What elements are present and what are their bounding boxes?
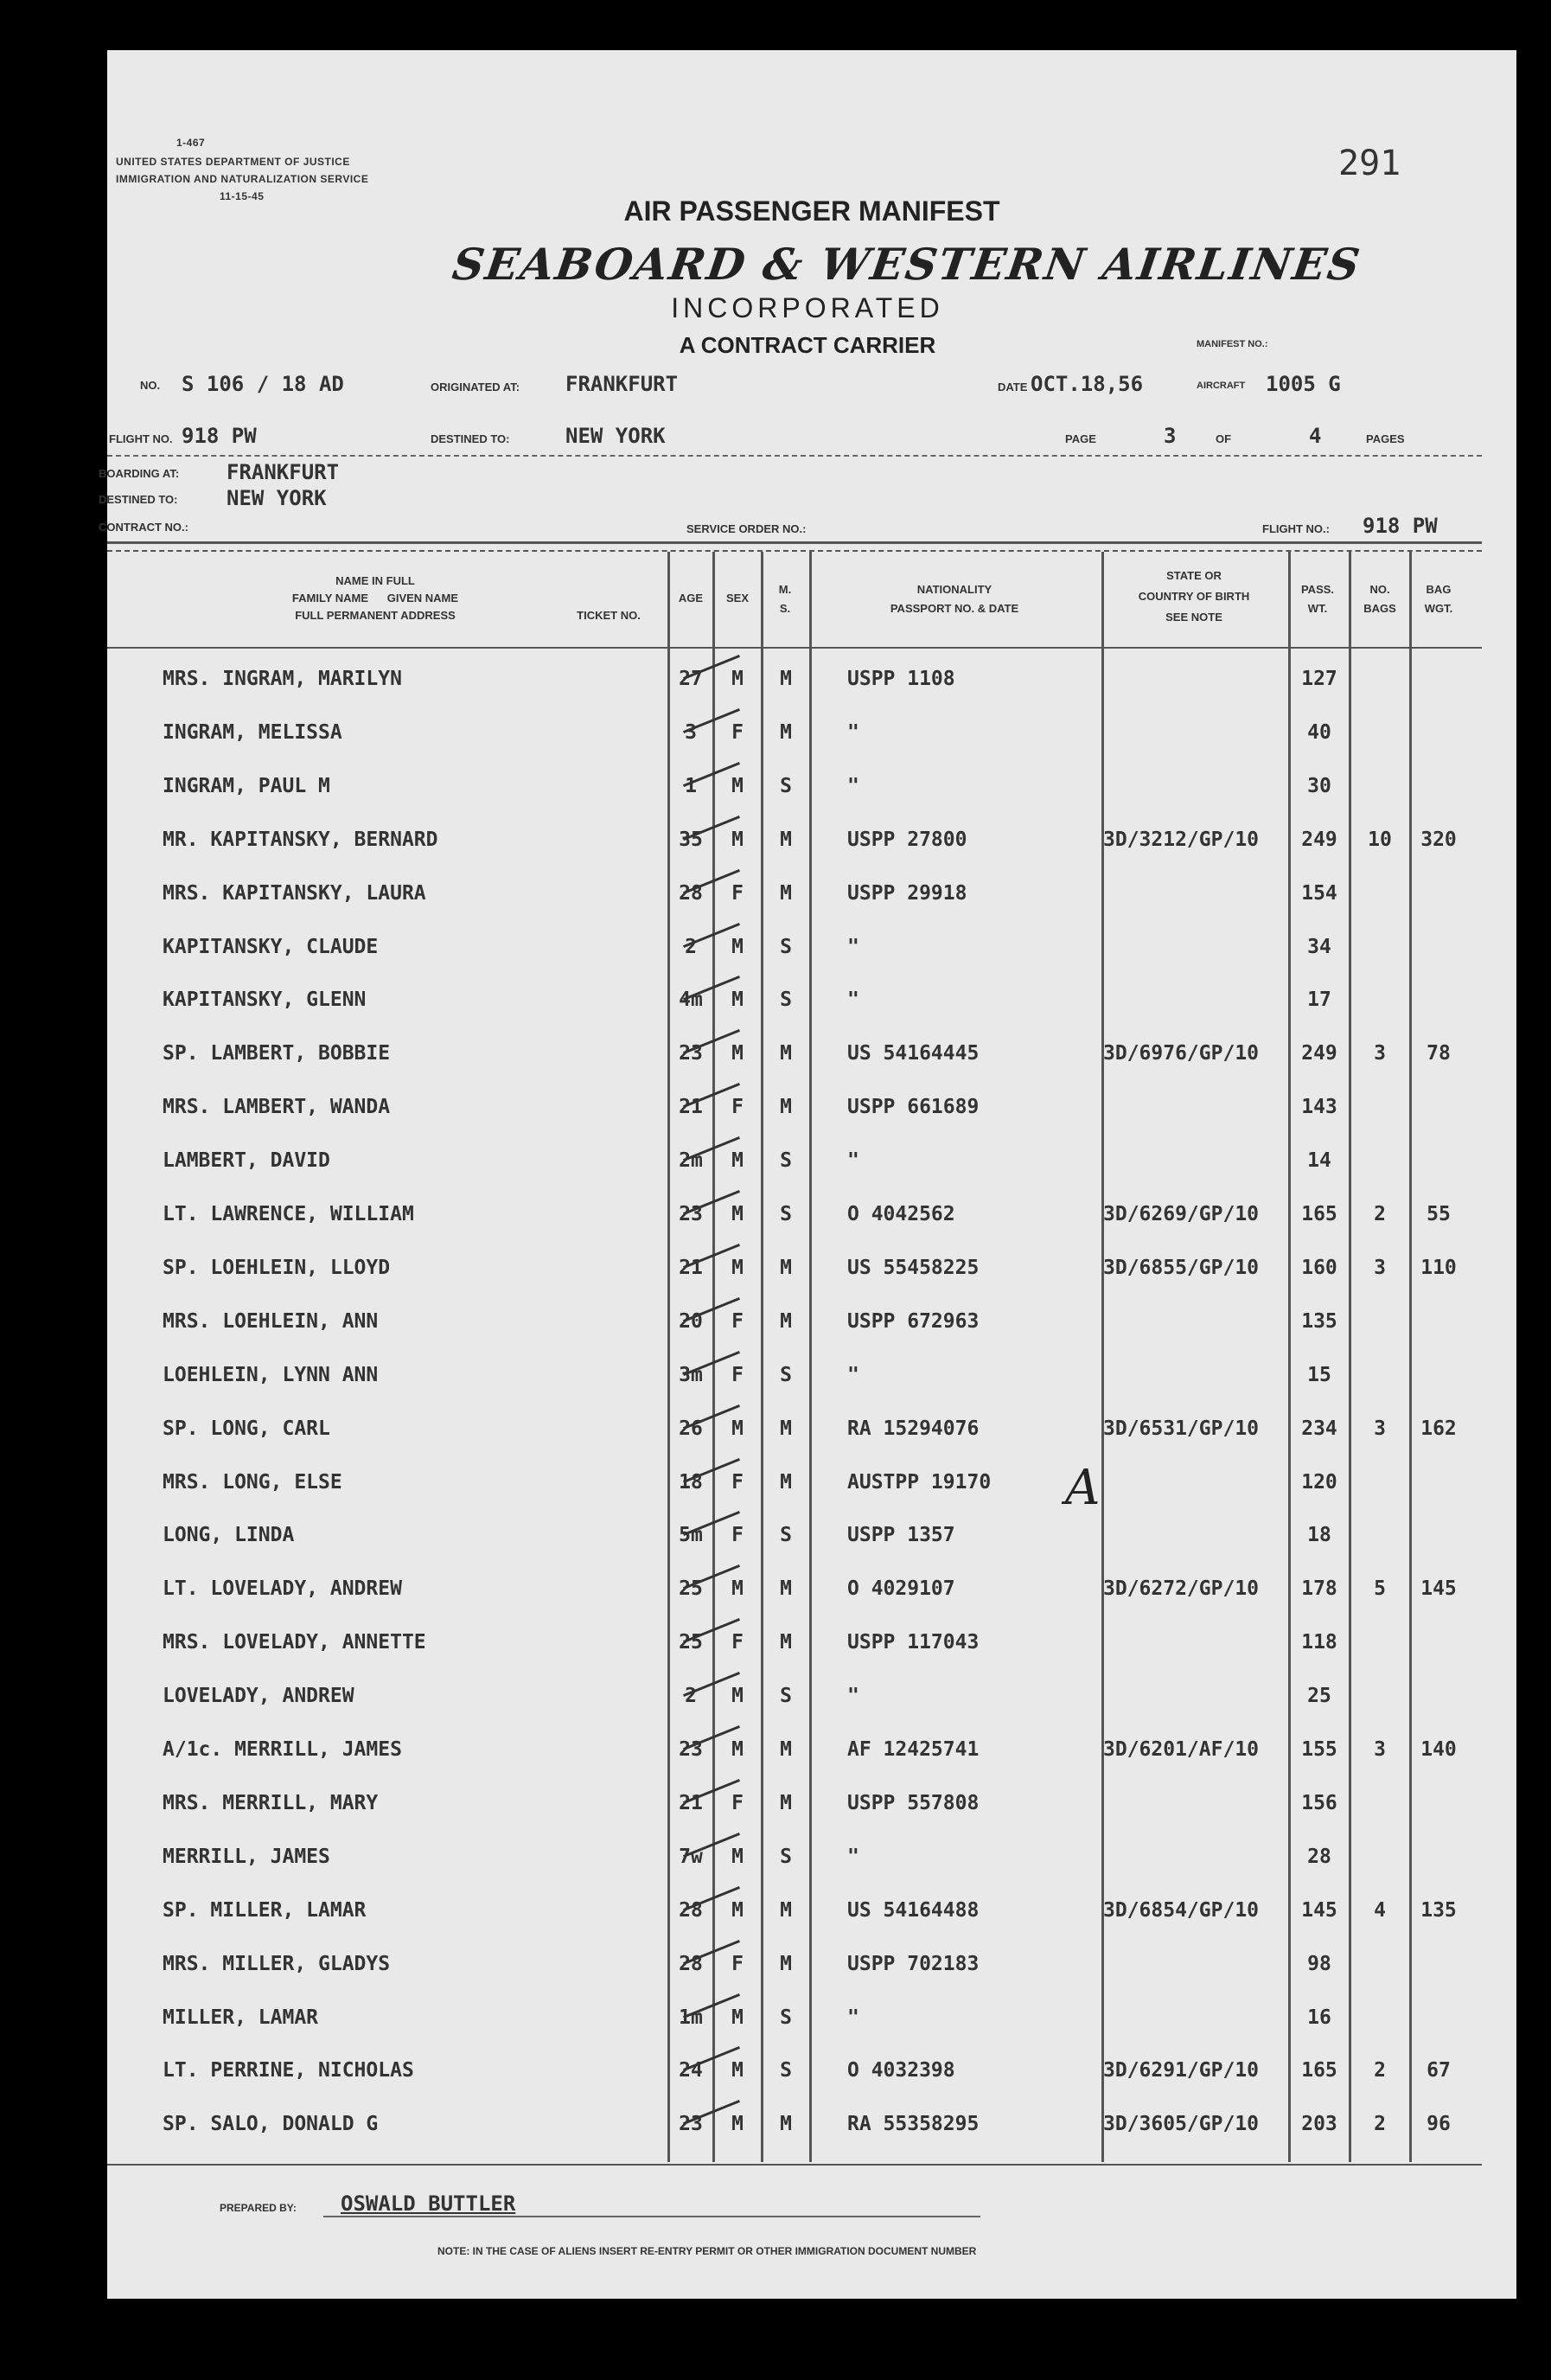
cell-passport: " <box>847 988 859 1012</box>
col-birth-line1: STATE OR <box>1166 569 1222 582</box>
cell-age: 2 <box>685 935 697 958</box>
manifest-no-label: MANIFEST NO.: <box>1197 339 1268 349</box>
table-row <box>107 877 1482 912</box>
table-row <box>107 1305 1482 1340</box>
table-row <box>107 1840 1482 1875</box>
cell-wt: 249 <box>1301 1042 1337 1065</box>
footer-note: NOTE: IN THE CASE OF ALIENS INSERT RE-ENTRY PERMIT OR OTHER IMMIGRATION DOCUMENT NUMBER <box>437 2245 977 2257</box>
cell-bagwt: 67 <box>1427 2059 1451 2082</box>
cell-wt: 15 <box>1307 1363 1331 1386</box>
cell-sex: F <box>731 1631 744 1654</box>
cell-passport: " <box>847 1845 859 1868</box>
cell-age: 25 <box>679 1577 703 1601</box>
cell-bags: 3 <box>1374 1042 1386 1065</box>
cell-wt: 165 <box>1301 1203 1337 1225</box>
prepared-by-value: OSWALD BUTTLER <box>341 2191 516 2216</box>
cell-ms: S <box>780 2059 792 2082</box>
aircraft-label: AIRCRAFT <box>1197 381 1246 391</box>
col-pass-wt-line1: PASS. <box>1300 583 1335 596</box>
table-row <box>107 1037 1482 1072</box>
cell-sex: M <box>731 668 744 690</box>
cell-ms: M <box>780 1256 792 1279</box>
cell-wt: 98 <box>1307 1952 1331 1975</box>
cell-ms: M <box>780 2113 792 2136</box>
cell-name: LONG, LINDA <box>163 1524 295 1547</box>
cell-bags: 3 <box>1374 1256 1386 1279</box>
cell-sex: M <box>731 1042 744 1065</box>
manifest-sheet <box>99 50 1516 2299</box>
cell-name: MRS. LOEHLEIN, ANN <box>163 1309 379 1333</box>
cell-bagwt: 96 <box>1427 2113 1451 2136</box>
cell-ms: M <box>780 1042 792 1065</box>
manifest-title: AIR PASSENGER MANIFEST <box>623 195 1000 227</box>
page-label: PAGE <box>1065 432 1096 445</box>
cell-age: 7w <box>679 1845 703 1868</box>
boarding-value: FRANKFURT <box>227 460 340 484</box>
cell-bagwt: 162 <box>1420 1417 1457 1440</box>
table-row <box>107 1733 1482 1768</box>
cell-age: 20 <box>679 1309 703 1333</box>
cell-birth: 3D/3605/GP/10 <box>1103 2113 1260 2136</box>
col-ticket: TICKET NO. <box>577 609 641 622</box>
cell-name: MRS. LONG, ELSE <box>163 1470 342 1494</box>
table-row <box>107 662 1482 697</box>
cell-age: 1 <box>685 774 697 797</box>
cell-passport: US 54164445 <box>847 1042 980 1065</box>
cell-bags: 10 <box>1368 828 1392 851</box>
cell-sex: F <box>731 1952 744 1975</box>
col-bags-line1: NO. <box>1369 583 1390 596</box>
cell-passport: US 55458225 <box>847 1256 980 1279</box>
col-bag-wgt-line1: BAG <box>1426 583 1452 596</box>
boarding-label: BOARDING AT: <box>99 467 180 480</box>
cell-wt: 28 <box>1307 1845 1331 1868</box>
cell-wt: 160 <box>1301 1256 1337 1279</box>
table-row <box>107 1572 1482 1607</box>
cell-wt: 145 <box>1301 1898 1337 1922</box>
cell-passport: O 4032398 <box>847 2059 955 2082</box>
cell-name: MILLER, LAMAR <box>163 2006 319 2029</box>
cell-wt: 203 <box>1301 2113 1337 2136</box>
table-row <box>107 1787 1482 1821</box>
cell-sex: M <box>731 774 744 797</box>
cell-name: KAPITANSKY, CLAUDE <box>163 935 379 958</box>
handwritten-mark: A <box>1065 1460 1101 1516</box>
cell-age: 21 <box>679 1096 703 1119</box>
cell-ms: M <box>780 1952 792 1975</box>
cell-age: 2 <box>685 1685 697 1708</box>
cell-name: LOEHLEIN, LYNN ANN <box>163 1363 379 1386</box>
cell-ms: M <box>780 1470 792 1494</box>
no-value: S 106 / 18 AD <box>182 372 344 396</box>
cell-sex: F <box>731 720 744 744</box>
cell-wt: 127 <box>1301 668 1337 690</box>
cell-age: 23 <box>679 1203 703 1225</box>
table-row <box>107 1626 1482 1660</box>
col-bag-wgt-line2: WGT. <box>1424 602 1453 615</box>
cell-ms: S <box>780 1149 792 1173</box>
cell-birth: 3D/6855/GP/10 <box>1103 1256 1260 1279</box>
cell-sex: F <box>731 1309 744 1333</box>
cell-wt: 25 <box>1307 1685 1331 1708</box>
cell-bagwt: 145 <box>1420 1577 1457 1601</box>
destined-label: DESTINED TO: <box>431 432 510 445</box>
cell-sex: M <box>731 1203 744 1225</box>
originated-label: ORIGINATED AT: <box>431 381 520 393</box>
cell-wt: 30 <box>1307 774 1331 797</box>
cell-birth: 3D/6291/GP/10 <box>1103 2059 1260 2082</box>
col-sex: SEX <box>725 592 749 605</box>
cell-birth: 3D/3212/GP/10 <box>1103 828 1260 851</box>
cell-sex: M <box>731 828 744 851</box>
cell-wt: 34 <box>1307 935 1331 958</box>
cell-passport: O 4029107 <box>847 1577 955 1601</box>
table-row <box>107 1948 1482 1982</box>
cell-passport: USPP 1357 <box>847 1524 955 1547</box>
cell-birth: 3D/6272/GP/10 <box>1103 1577 1260 1601</box>
originated-value: FRANKFURT <box>565 372 679 396</box>
destined-value: NEW YORK <box>565 424 666 448</box>
col-pass-wt-line2: WT. <box>1307 602 1328 615</box>
cell-bags: 5 <box>1374 1577 1386 1601</box>
cell-sex: F <box>731 1524 744 1547</box>
cell-bags: 2 <box>1374 1203 1386 1225</box>
table-row <box>107 2001 1482 2036</box>
table-row <box>107 983 1482 1018</box>
cell-ms: S <box>780 988 792 1012</box>
page-value: 3 <box>1164 424 1177 448</box>
cell-wt: 178 <box>1301 1577 1337 1601</box>
form-number: 1-467 <box>176 137 206 149</box>
cell-bags: 3 <box>1374 1738 1386 1761</box>
cell-bagwt: 55 <box>1427 1203 1451 1225</box>
airline-name: SEABOARD & WESTERN AIRLINES <box>449 239 1365 290</box>
table-row <box>107 2108 1482 2142</box>
cell-passport: " <box>847 1363 859 1386</box>
cell-name: SP. MILLER, LAMAR <box>163 1898 367 1922</box>
page-stamp-number: 291 <box>1338 144 1401 183</box>
cell-name: A/1c. MERRILL, JAMES <box>163 1738 402 1761</box>
cell-name: LT. PERRINE, NICHOLAS <box>163 2059 414 2082</box>
cell-name: INGRAM, MELISSA <box>163 720 342 744</box>
cell-age: 23 <box>679 1042 703 1065</box>
cell-bagwt: 135 <box>1420 1898 1457 1922</box>
cell-sex: F <box>731 1791 744 1814</box>
cell-age: 24 <box>679 2059 703 2082</box>
cell-passport: USPP 1108 <box>847 668 955 690</box>
cell-ms: S <box>780 1363 792 1386</box>
cell-name: SP. LONG, CARL <box>163 1417 330 1440</box>
cell-sex: M <box>731 1685 744 1708</box>
cell-wt: 249 <box>1301 828 1337 851</box>
cell-passport: " <box>847 1149 859 1173</box>
col-ms-line2: S. <box>779 602 791 615</box>
cell-age: 5m <box>679 1524 703 1547</box>
table-bottom-line <box>107 2164 1482 2166</box>
col-name-line3: FULL PERMANENT ADDRESS <box>295 609 456 622</box>
destined2-label: DESTINED TO: <box>99 493 178 506</box>
flight-no2-label: FLIGHT NO.: <box>1262 522 1330 535</box>
destined2-value: NEW YORK <box>227 486 327 510</box>
cell-ms: S <box>780 1203 792 1225</box>
cell-sex: F <box>731 1096 744 1119</box>
cell-passport: USPP 29918 <box>847 881 967 905</box>
cell-name: MRS. MILLER, GLADYS <box>163 1952 391 1975</box>
cell-birth: 3D/6531/GP/10 <box>1103 1417 1260 1440</box>
service-order-label: SERVICE ORDER NO.: <box>686 522 807 535</box>
contract-carrier-text: A CONTRACT CARRIER <box>679 332 936 358</box>
table-row <box>107 1679 1482 1714</box>
cell-name: LAMBERT, DAVID <box>163 1149 330 1173</box>
pages-label: PAGES <box>1366 432 1405 445</box>
cell-sex: M <box>731 1898 744 1922</box>
cell-passport: US 54164488 <box>847 1898 980 1922</box>
cell-birth: 3D/6201/AF/10 <box>1103 1738 1260 1761</box>
cell-passport: USPP 27800 <box>847 828 967 851</box>
cell-name: LOVELADY, ANDREW <box>163 1685 354 1708</box>
of-label: OF <box>1216 432 1232 445</box>
cell-wt: 135 <box>1301 1309 1337 1333</box>
cell-bagwt: 110 <box>1420 1256 1457 1279</box>
cell-wt: 118 <box>1301 1631 1337 1654</box>
table-row <box>107 1091 1482 1125</box>
cell-ms: S <box>780 935 792 958</box>
cell-passport: " <box>847 774 859 797</box>
cell-age: 23 <box>679 2113 703 2136</box>
table-row <box>107 1359 1482 1393</box>
cell-age: 4m <box>679 988 703 1012</box>
cell-sex: M <box>731 935 744 958</box>
cell-wt: 154 <box>1301 881 1337 905</box>
cell-bags: 2 <box>1374 2059 1386 2082</box>
cell-age: 27 <box>679 668 703 690</box>
cell-sex: M <box>731 1577 744 1601</box>
cell-age: 23 <box>679 1738 703 1761</box>
cell-bagwt: 320 <box>1420 828 1457 851</box>
cell-passport: USPP 557808 <box>847 1791 980 1814</box>
dept-line: UNITED STATES DEPARTMENT OF JUSTICE <box>116 156 350 168</box>
table-row <box>107 1894 1482 1929</box>
incorporated-text: INCORPORATED <box>671 292 944 323</box>
cell-bags: 2 <box>1374 2113 1386 2136</box>
cell-passport: O 4042562 <box>847 1203 955 1225</box>
cell-wt: 156 <box>1301 1791 1337 1814</box>
cell-passport: " <box>847 720 859 744</box>
cell-passport: " <box>847 2006 859 2029</box>
table-row <box>107 1519 1482 1553</box>
cell-wt: 165 <box>1301 2059 1337 2082</box>
cell-sex: M <box>731 1845 744 1868</box>
contract-no-label: CONTRACT NO.: <box>99 521 188 534</box>
cell-birth: 3D/6854/GP/10 <box>1103 1898 1260 1922</box>
cell-age: 3m <box>679 1363 703 1386</box>
table-row <box>107 1251 1482 1286</box>
col-nationality-line1: NATIONALITY <box>916 583 993 596</box>
cell-age: 28 <box>679 1898 703 1922</box>
cell-bags: 3 <box>1374 1417 1386 1440</box>
cell-ms: M <box>780 720 792 744</box>
cell-passport: " <box>847 935 859 958</box>
cell-wt: 155 <box>1301 1738 1337 1761</box>
of-value: 4 <box>1309 424 1322 448</box>
table-row <box>107 2054 1482 2089</box>
cell-sex: F <box>731 881 744 905</box>
table-row <box>107 770 1482 804</box>
cell-age: 18 <box>679 1470 703 1494</box>
cell-name: INGRAM, PAUL M <box>163 774 330 797</box>
table-row <box>107 1144 1482 1179</box>
cell-age: 28 <box>679 1952 703 1975</box>
form-date: 11-15-45 <box>220 190 265 202</box>
cell-passport: USPP 661689 <box>847 1096 980 1119</box>
cell-name: LT. LOVELADY, ANDREW <box>163 1577 402 1601</box>
header-divider <box>107 455 1482 457</box>
date-value: OCT.18,56 <box>1031 372 1144 396</box>
flight-no-value: 918 PW <box>182 424 257 448</box>
cell-name: MERRILL, JAMES <box>163 1845 330 1868</box>
cell-sex: F <box>731 1363 744 1386</box>
cell-wt: 17 <box>1307 988 1331 1012</box>
cell-ms: M <box>780 1577 792 1601</box>
cell-age: 26 <box>679 1417 703 1440</box>
cell-name: MRS. MERRILL, MARY <box>163 1791 379 1814</box>
cell-ms: S <box>780 1685 792 1708</box>
cell-sex: M <box>731 988 744 1012</box>
cell-wt: 18 <box>1307 1524 1331 1547</box>
cell-age: 28 <box>679 881 703 905</box>
service-line: IMMIGRATION AND NATURALIZATION SERVICE <box>116 173 369 185</box>
cell-ms: S <box>780 2006 792 2029</box>
cell-name: SP. LAMBERT, BOBBIE <box>163 1042 391 1065</box>
table-top-line <box>107 541 1482 544</box>
cell-name: MRS. LAMBERT, WANDA <box>163 1096 391 1119</box>
cell-age: 21 <box>679 1791 703 1814</box>
cell-name: KAPITANSKY, GLENN <box>163 988 367 1012</box>
cell-sex: M <box>731 2113 744 2136</box>
table-row <box>107 1412 1482 1447</box>
cell-name: MRS. KAPITANSKY, LAURA <box>163 881 426 905</box>
cell-wt: 16 <box>1307 2006 1331 2029</box>
cell-wt: 234 <box>1301 1417 1337 1440</box>
cell-passport: RA 55358295 <box>847 2113 980 2136</box>
cell-ms: M <box>780 1631 792 1654</box>
table-row <box>107 716 1482 751</box>
cell-ms: M <box>780 668 792 690</box>
header-bottom-line <box>107 647 1482 649</box>
table-row <box>107 931 1482 965</box>
cell-name: LT. LAWRENCE, WILLIAM <box>163 1203 414 1225</box>
cell-ms: M <box>780 1417 792 1440</box>
table-top-line-2 <box>107 550 1482 552</box>
cell-bagwt: 78 <box>1427 1042 1451 1065</box>
cell-passport: USPP 702183 <box>847 1952 980 1975</box>
cell-passport: AUSTPP 19170 <box>847 1470 992 1494</box>
cell-birth: 3D/6976/GP/10 <box>1103 1042 1260 1065</box>
cell-sex: M <box>731 1738 744 1761</box>
cell-ms: S <box>780 1524 792 1547</box>
cell-sex: M <box>731 2006 744 2029</box>
cell-sex: M <box>731 2059 744 2082</box>
flight-no2-value: 918 PW <box>1363 514 1438 538</box>
col-birth-line3: SEE NOTE <box>1165 611 1222 624</box>
cell-bags: 4 <box>1374 1898 1386 1922</box>
cell-ms: M <box>780 1096 792 1119</box>
cell-sex: M <box>731 1149 744 1173</box>
cell-name: MRS. LOVELADY, ANNETTE <box>163 1631 426 1654</box>
cell-wt: 143 <box>1301 1096 1337 1119</box>
cell-ms: S <box>780 774 792 797</box>
cell-bagwt: 140 <box>1420 1738 1457 1761</box>
cell-age: 3 <box>685 720 697 744</box>
cell-ms: M <box>780 1898 792 1922</box>
cell-ms: M <box>780 1309 792 1333</box>
cell-passport: " <box>847 1685 859 1708</box>
col-name-line2: FAMILY NAME GIVEN NAME <box>291 592 459 605</box>
col-birth-line2: COUNTRY OF BIRTH <box>1138 590 1250 603</box>
flight-no-label: FLIGHT NO. <box>109 432 173 445</box>
cell-ms: M <box>780 881 792 905</box>
prepared-by-label: PREPARED BY: <box>220 2202 297 2214</box>
cell-name: MRS. INGRAM, MARILYN <box>163 668 402 690</box>
cell-age: 35 <box>679 828 703 851</box>
cell-birth: 3D/6269/GP/10 <box>1103 1203 1260 1225</box>
cell-passport: USPP 117043 <box>847 1631 980 1654</box>
cell-age: 25 <box>679 1631 703 1654</box>
cell-name: SP. SALO, DONALD G <box>163 2113 379 2136</box>
cell-age: 21 <box>679 1256 703 1279</box>
col-name-line1: NAME IN FULL <box>335 574 415 587</box>
cell-wt: 120 <box>1301 1470 1337 1494</box>
cell-wt: 40 <box>1307 720 1331 744</box>
cell-ms: M <box>780 828 792 851</box>
cell-name: MR. KAPITANSKY, BERNARD <box>163 828 438 851</box>
cell-passport: USPP 672963 <box>847 1309 980 1333</box>
col-bags-line2: BAGS <box>1363 602 1396 615</box>
cell-sex: F <box>731 1470 744 1494</box>
cell-sex: M <box>731 1256 744 1279</box>
cell-ms: S <box>780 1845 792 1868</box>
prepared-by-line <box>323 2216 980 2217</box>
cell-age: 2m <box>679 1149 703 1173</box>
cell-passport: AF 12425741 <box>847 1738 980 1761</box>
table-row <box>107 1466 1482 1500</box>
cell-age: 1m <box>679 2006 703 2029</box>
table-row <box>107 823 1482 858</box>
cell-wt: 14 <box>1307 1149 1331 1173</box>
col-ms-line1: M. <box>778 583 792 596</box>
cell-passport: RA 15294076 <box>847 1417 980 1440</box>
date-label: DATE <box>998 381 1028 393</box>
cell-ms: M <box>780 1738 792 1761</box>
cell-ms: M <box>780 1791 792 1814</box>
col-age: AGE <box>678 592 704 605</box>
cell-sex: M <box>731 1417 744 1440</box>
col-nationality-line2: PASSPORT NO. & DATE <box>890 602 1019 615</box>
table-row <box>107 1198 1482 1232</box>
no-label: NO. <box>140 379 161 392</box>
cell-name: SP. LOEHLEIN, LLOYD <box>163 1256 391 1279</box>
aircraft-value: 1005 G <box>1266 372 1341 396</box>
